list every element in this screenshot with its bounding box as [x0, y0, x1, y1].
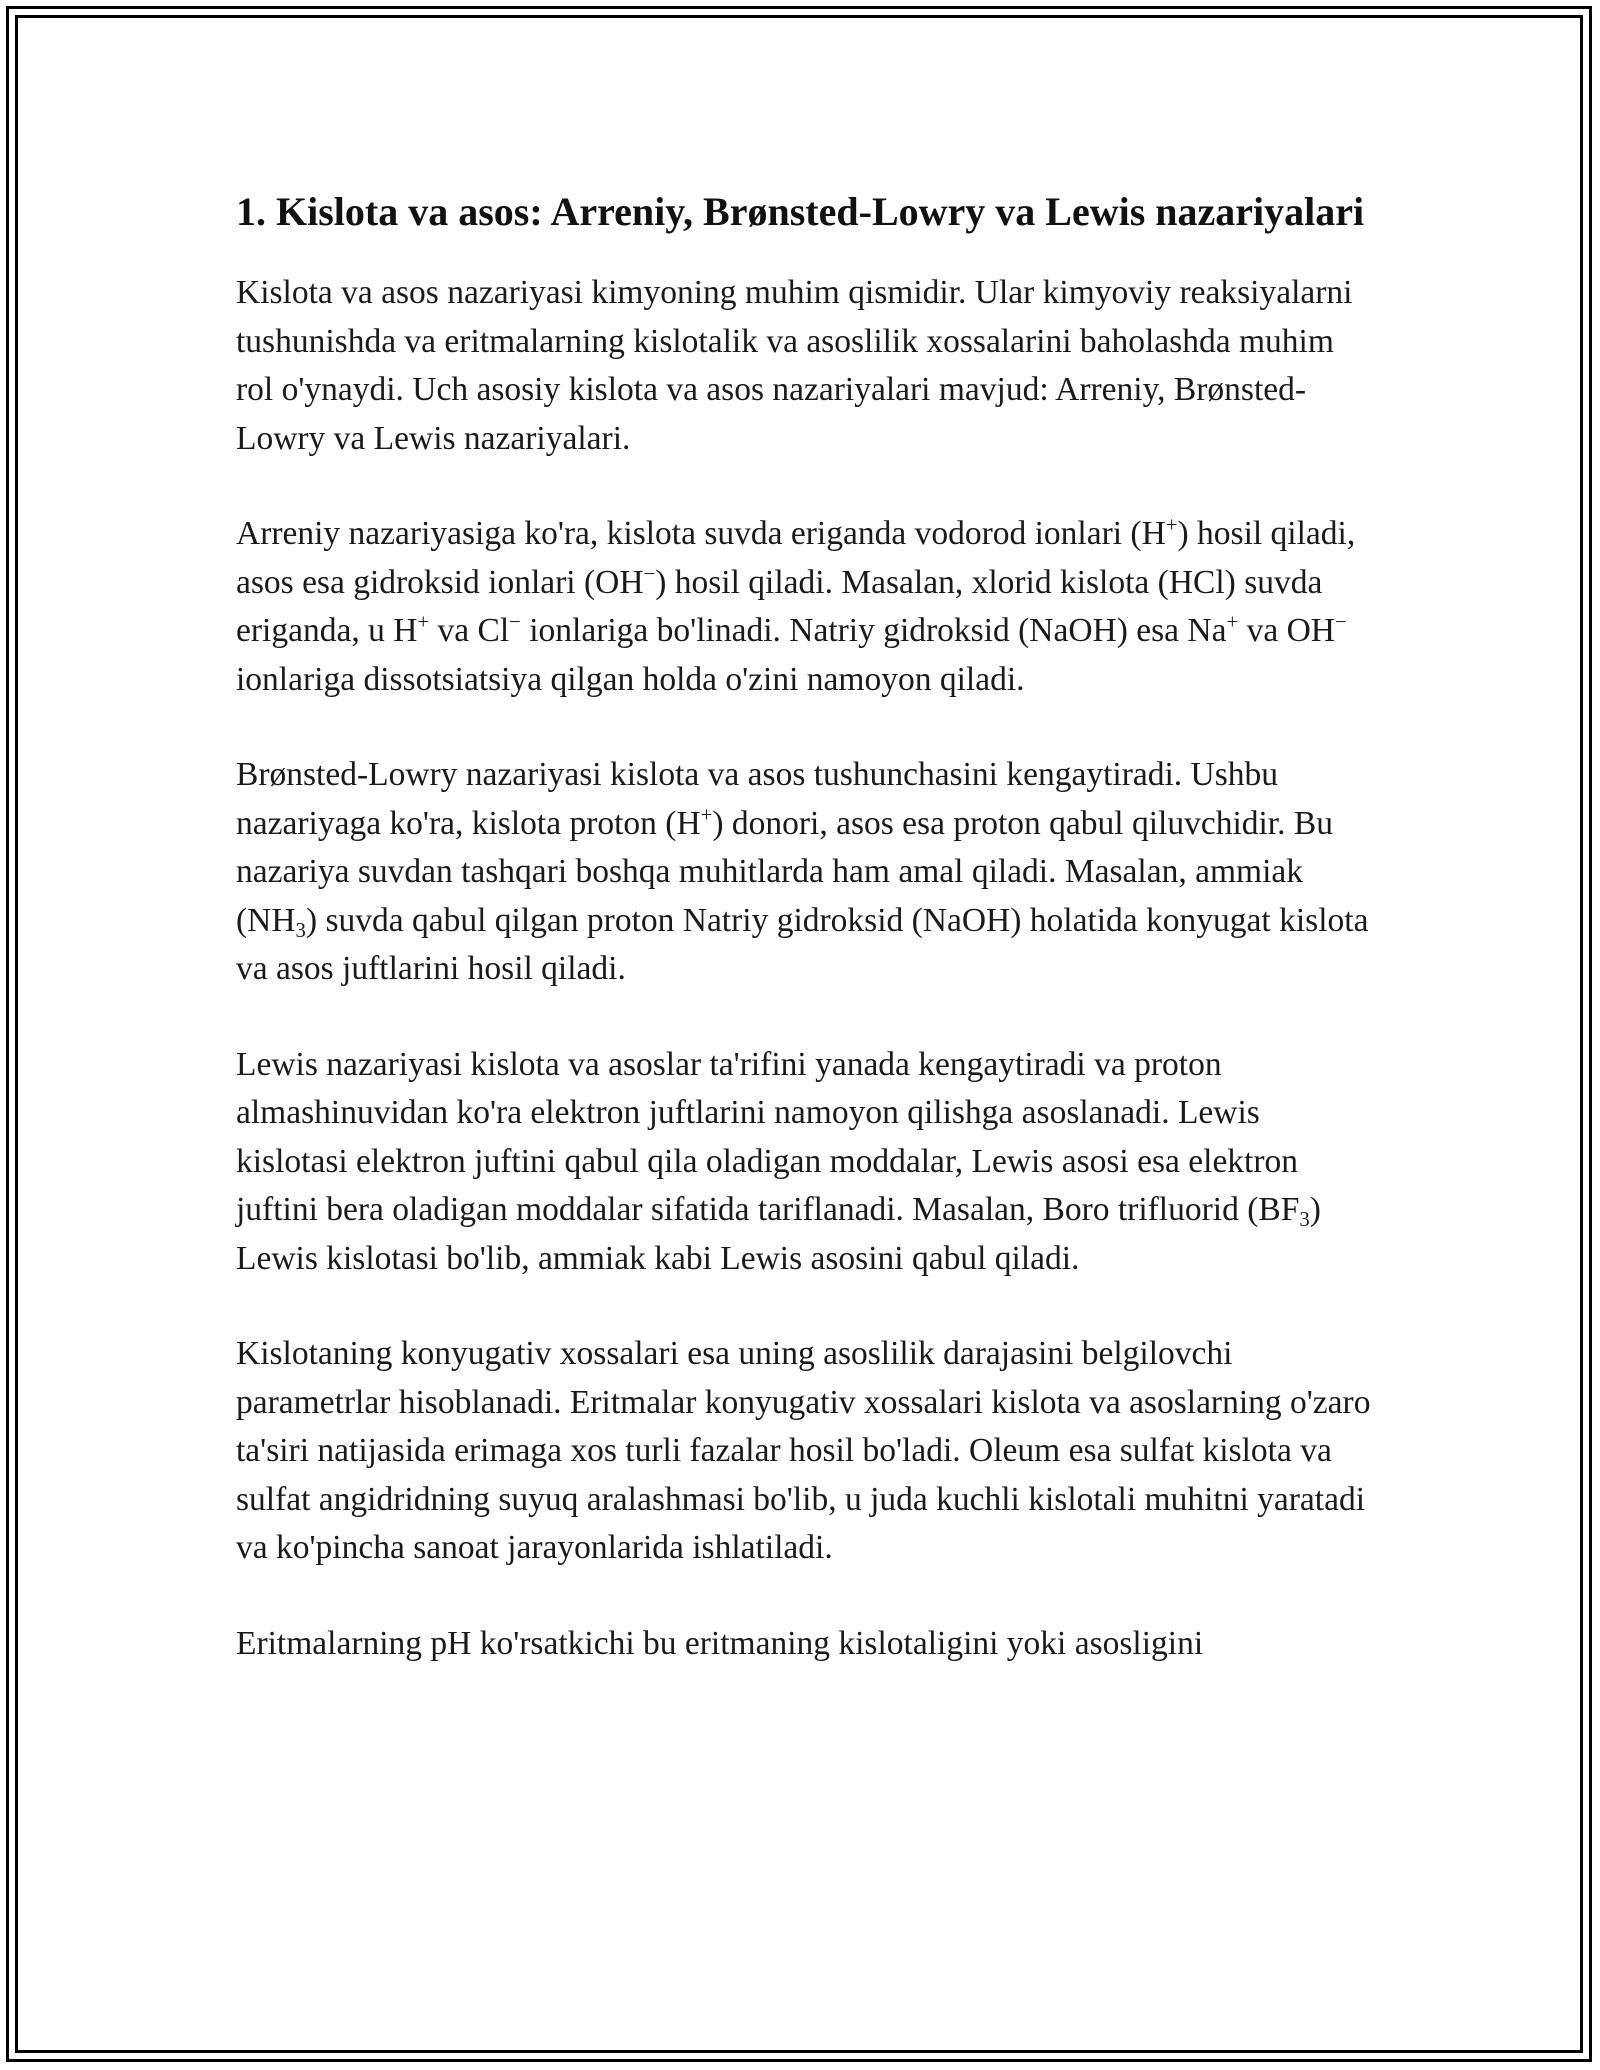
text-run: Lewis nazariyasi kislota va asoslar ta'rifini yanada kengaytiradi va proton almashinuvidan ko'ra elektron juftlarini namoyon qilishga asoslanadi. Lewis kislotasi elektron juftini qabul qila oladigan moddalar, Lewis asosi esa elektron juftini bera oladigan moddalar sifatida tariflanadi. Masalan, Boro trifluorid (BF	[236, 1045, 1300, 1228]
text-run: ) hosil qiladi. Masalan, xlorid kislota (HCl) suvda eriganda, u H	[236, 563, 1323, 649]
subscript: 3	[295, 918, 306, 942]
section-heading: 1. Kislota va asos: Arreniy, Brønsted-Lowry va Lewis nazariyalari	[236, 189, 1365, 234]
text-run: ionlariga dissotsiatsiya qilgan holda o'zini namoyon qiladi.	[236, 660, 1025, 698]
subscript: 3	[1299, 1208, 1310, 1232]
paragraph-intro: Kislota va asos nazariyasi kimyoning muhim qismidir. Ular kimyoviy reaksiyalarni tushunishda va eritmalarning kislotalik va asoslilik xossalarini baholashda muhim rol o'ynaydi. Uch asosiy kislota va asos nazariyalari mavjud: Arreniy, Brønsted-Lowry va Lewis nazariyalari.	[236, 274, 1353, 457]
paragraph-ph: Eritmalarning pH ko'rsatkichi bu eritmaning kislotaligini yoki asosligini	[236, 1624, 1204, 1662]
superscript: +	[700, 803, 713, 827]
text-run: ) suvda qabul qilgan proton Natriy gidroksid (NaOH) holatida konyugat kislota va asos juftlarini hosil qiladi.	[236, 901, 1369, 987]
text-run: ) donori, asos esa proton qabul qiluvchidir. Bu nazariya suvdan tashqari boshqa muhitlarda ham amal qiladi. Masalan, ammiak (NH	[236, 804, 1333, 939]
paragraph-lewis	[236, 1041, 1376, 1284]
superscript: +	[1165, 513, 1178, 537]
document-body	[236, 184, 1376, 1715]
superscript: +	[417, 610, 430, 634]
text-run: va OH	[1238, 612, 1335, 649]
text-run: ionlariga bo'linadi. Natriy gidroksid (NaOH) esa Na	[520, 612, 1227, 649]
text-run: Brønsted-Lowry nazariyasi kislota va asos tushunchasini kengaytiradi. Ushbu nazariyaga ko'ra, kislota proton (H	[236, 756, 1279, 842]
text-run: va Cl	[429, 612, 510, 649]
text-run: ) Lewis kislotasi bo'lib, ammiak kabi Lewis asosini qabul qiladi.	[236, 1191, 1321, 1277]
superscript: −	[1334, 610, 1347, 634]
paragraph-conjugate: Kislotaning konyugativ xossalari esa uning asoslilik darajasini belgilovchi parametrlar hisoblanadi. Eritmalar konyugativ xossalari kislota va asoslarning o'zaro ta'siri natijasida erimaga xos turli fazalar hosil bo'ladi. Oleum esa sulfat kislota va sulfat angidridning suyuq aralashmasi bo'lib, u juda kuchli kislotali muhitni yaratadi va ko'pincha sanoat jarayonlarida ishlatiladi.	[236, 1335, 1371, 1566]
superscript: −	[509, 610, 521, 634]
text-run: Arreniy nazariyasiga ko'ra, kislota suvda eriganda vodorod ionlari (H	[236, 515, 1166, 552]
superscript: −	[643, 562, 656, 586]
superscript: +	[1226, 610, 1239, 634]
text-run: ) hosil qiladi, asos esa gidroksid ionlari (OH	[236, 515, 1356, 601]
paragraph-bronsted-lowry	[236, 751, 1376, 994]
paragraph-arrhenius	[236, 510, 1376, 704]
